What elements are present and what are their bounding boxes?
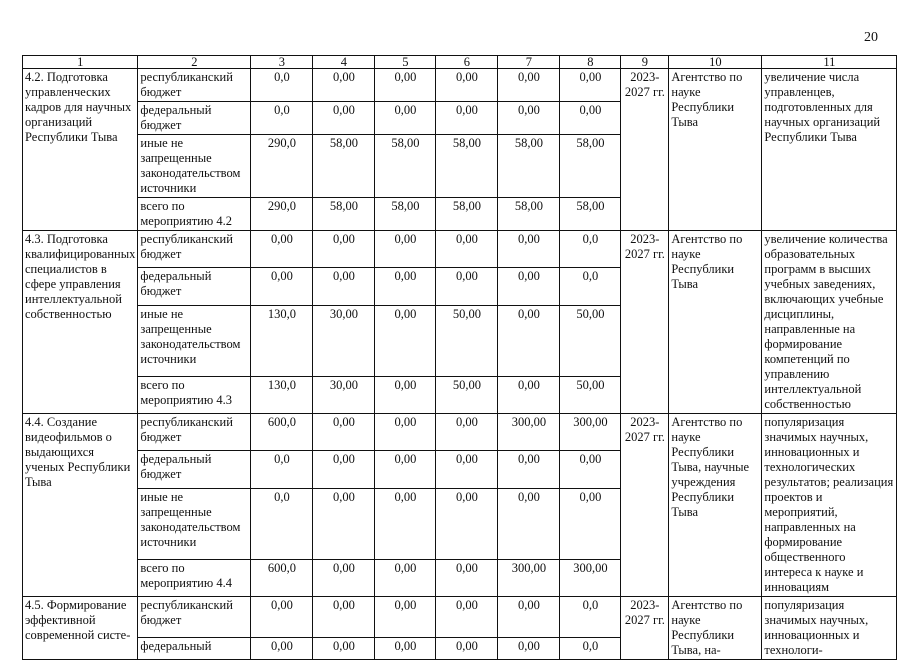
amount-cell: 0,00 — [375, 102, 436, 135]
amount-cell: 0,00 — [313, 637, 375, 659]
executor-cell: Агентство по науке Республики Тыва — [669, 231, 762, 414]
amount-cell: 0,00 — [313, 102, 375, 135]
amount-cell: 0,00 — [375, 451, 436, 488]
amount-cell: 0,00 — [498, 305, 560, 376]
column-number: 9 — [621, 56, 669, 69]
funding-source: всего по мероприятию 4.2 — [138, 198, 251, 231]
amount-cell: 0,0 — [560, 268, 621, 305]
amount-cell: 0,0 — [560, 637, 621, 659]
amount-cell: 0,00 — [498, 451, 560, 488]
amount-cell: 0,00 — [560, 102, 621, 135]
amount-cell: 0,0 — [560, 597, 621, 638]
amount-cell: 58,00 — [560, 198, 621, 231]
amount-cell: 130,0 — [251, 305, 313, 376]
period-cell: 2023-2027 гг. — [621, 414, 669, 597]
program-table — [22, 55, 897, 660]
amount-cell: 0,00 — [313, 597, 375, 638]
column-number-row — [23, 56, 897, 69]
page-number: 20 — [864, 30, 878, 45]
funding-source: федеральный бюджет — [138, 268, 251, 305]
amount-cell: 0,00 — [436, 559, 498, 596]
table-row — [23, 69, 897, 102]
result-cell: популяризация значимых научных, инновационных и технологи- — [762, 597, 897, 660]
amount-cell: 0,00 — [313, 451, 375, 488]
amount-cell: 58,00 — [313, 135, 375, 198]
amount-cell: 0,00 — [436, 488, 498, 559]
amount-cell: 0,00 — [436, 451, 498, 488]
column-number: 6 — [436, 56, 498, 69]
amount-cell: 58,00 — [498, 198, 560, 231]
funding-source: всего по мероприятию 4.4 — [138, 559, 251, 596]
funding-source: иные не запрещенные законодательством источники — [138, 135, 251, 198]
amount-cell: 290,0 — [251, 198, 313, 231]
funding-source: республиканский бюджет — [138, 231, 251, 268]
amount-cell: 30,00 — [313, 376, 375, 413]
funding-source: федеральный бюджет — [138, 102, 251, 135]
period-cell: 2023-2027 гг. — [621, 597, 669, 660]
amount-cell: 58,00 — [436, 135, 498, 198]
executor-cell: Агентство по науке Республики Тыва, научные учреждения Республики Тыва — [669, 414, 762, 597]
column-number: 2 — [138, 56, 251, 69]
funding-source: федеральный — [138, 637, 251, 659]
amount-cell: 0,0 — [251, 488, 313, 559]
amount-cell: 0,00 — [251, 637, 313, 659]
funding-source: федеральный бюджет — [138, 451, 251, 488]
result-cell: увеличение количества образовательных программ в высших учебных заведениях, включающих учебные дисциплины, направленные на формирование компетенций по управлению интеллектуальной собственностью — [762, 231, 897, 414]
amount-cell: 0,00 — [313, 268, 375, 305]
amount-cell: 0,00 — [498, 376, 560, 413]
amount-cell: 0,00 — [436, 597, 498, 638]
amount-cell: 600,0 — [251, 414, 313, 451]
amount-cell: 0,00 — [375, 69, 436, 102]
amount-cell: 0,00 — [313, 231, 375, 268]
amount-cell: 300,00 — [498, 414, 560, 451]
table-row — [23, 597, 897, 638]
amount-cell: 0,00 — [498, 488, 560, 559]
amount-cell: 58,00 — [436, 198, 498, 231]
amount-cell: 0,0 — [251, 451, 313, 488]
amount-cell: 0,00 — [436, 231, 498, 268]
amount-cell: 0,00 — [375, 637, 436, 659]
amount-cell: 130,0 — [251, 376, 313, 413]
amount-cell: 0,00 — [436, 102, 498, 135]
table-row — [23, 414, 897, 451]
amount-cell: 0,00 — [498, 268, 560, 305]
executor-cell: Агентство по науке Республики Тыва, на- — [669, 597, 762, 660]
column-number: 11 — [762, 56, 897, 69]
funding-source: республиканский бюджет — [138, 414, 251, 451]
column-number: 5 — [375, 56, 436, 69]
column-number: 8 — [560, 56, 621, 69]
amount-cell: 50,00 — [436, 305, 498, 376]
funding-source: всего по мероприятию 4.3 — [138, 376, 251, 413]
amount-cell: 0,00 — [375, 559, 436, 596]
amount-cell: 0,00 — [313, 488, 375, 559]
amount-cell: 0,00 — [498, 637, 560, 659]
column-number: 10 — [669, 56, 762, 69]
amount-cell: 0,0 — [251, 102, 313, 135]
amount-cell: 290,0 — [251, 135, 313, 198]
amount-cell: 0,00 — [560, 451, 621, 488]
amount-cell: 0,00 — [251, 597, 313, 638]
amount-cell: 50,00 — [560, 376, 621, 413]
funding-source: иные не запрещенные законодательством источники — [138, 305, 251, 376]
period-cell: 2023-2027 гг. — [621, 69, 669, 231]
amount-cell: 0,00 — [375, 268, 436, 305]
amount-cell: 0,00 — [560, 488, 621, 559]
funding-source: республиканский бюджет — [138, 597, 251, 638]
amount-cell: 0,00 — [375, 305, 436, 376]
activity-title: 4.4. Создание видеофильмов о выдающихся ученых Республики Тыва — [23, 414, 138, 597]
amount-cell: 58,00 — [375, 135, 436, 198]
amount-cell: 0,00 — [313, 69, 375, 102]
amount-cell: 0,00 — [498, 597, 560, 638]
amount-cell: 0,00 — [375, 231, 436, 268]
amount-cell: 0,00 — [251, 231, 313, 268]
amount-cell: 0,0 — [560, 231, 621, 268]
amount-cell: 30,00 — [313, 305, 375, 376]
activity-title: 4.5. Формирование эффективной современной систе- — [23, 597, 138, 660]
amount-cell: 0,00 — [560, 69, 621, 102]
amount-cell: 300,00 — [560, 559, 621, 596]
amount-cell: 58,00 — [560, 135, 621, 198]
table-row — [23, 231, 897, 268]
amount-cell: 0,00 — [375, 597, 436, 638]
amount-cell: 0,00 — [375, 376, 436, 413]
amount-cell: 58,00 — [498, 135, 560, 198]
executor-cell: Агентство по науке Республики Тыва — [669, 69, 762, 231]
amount-cell: 58,00 — [375, 198, 436, 231]
column-number: 3 — [251, 56, 313, 69]
result-cell: увеличение числа управленцев, подготовленных для научных организаций Республики Тыва — [762, 69, 897, 231]
amount-cell: 50,00 — [560, 305, 621, 376]
period-cell: 2023-2027 гг. — [621, 231, 669, 414]
amount-cell: 0,00 — [436, 268, 498, 305]
amount-cell: 0,00 — [498, 231, 560, 268]
amount-cell: 0,0 — [251, 69, 313, 102]
funding-source: республиканский бюджет — [138, 69, 251, 102]
amount-cell: 0,00 — [436, 414, 498, 451]
funding-source: иные не запрещенные законодательством источники — [138, 488, 251, 559]
amount-cell: 0,00 — [375, 488, 436, 559]
amount-cell: 300,00 — [560, 414, 621, 451]
amount-cell: 0,00 — [498, 69, 560, 102]
amount-cell: 600,0 — [251, 559, 313, 596]
column-number: 1 — [23, 56, 138, 69]
activity-title: 4.2. Подготовка управленческих кадров для научных организаций Республики Тыва — [23, 69, 138, 231]
amount-cell: 300,00 — [498, 559, 560, 596]
amount-cell: 50,00 — [436, 376, 498, 413]
result-cell: популяризация значимых научных, инновационных и технологических результатов; реализация проектов и мероприятий, направленных на формирование общественного интереса к науке и инновациям — [762, 414, 897, 597]
column-number: 7 — [498, 56, 560, 69]
amount-cell: 0,00 — [313, 559, 375, 596]
amount-cell: 0,00 — [251, 268, 313, 305]
amount-cell: 58,00 — [313, 198, 375, 231]
activity-title: 4.3. Подготовка квалифицированных специалистов в сфере управления интеллектуальной собственностью — [23, 231, 138, 414]
column-number: 4 — [313, 56, 375, 69]
amount-cell: 0,00 — [436, 637, 498, 659]
amount-cell: 0,00 — [313, 414, 375, 451]
amount-cell: 0,00 — [375, 414, 436, 451]
amount-cell: 0,00 — [498, 102, 560, 135]
amount-cell: 0,00 — [436, 69, 498, 102]
